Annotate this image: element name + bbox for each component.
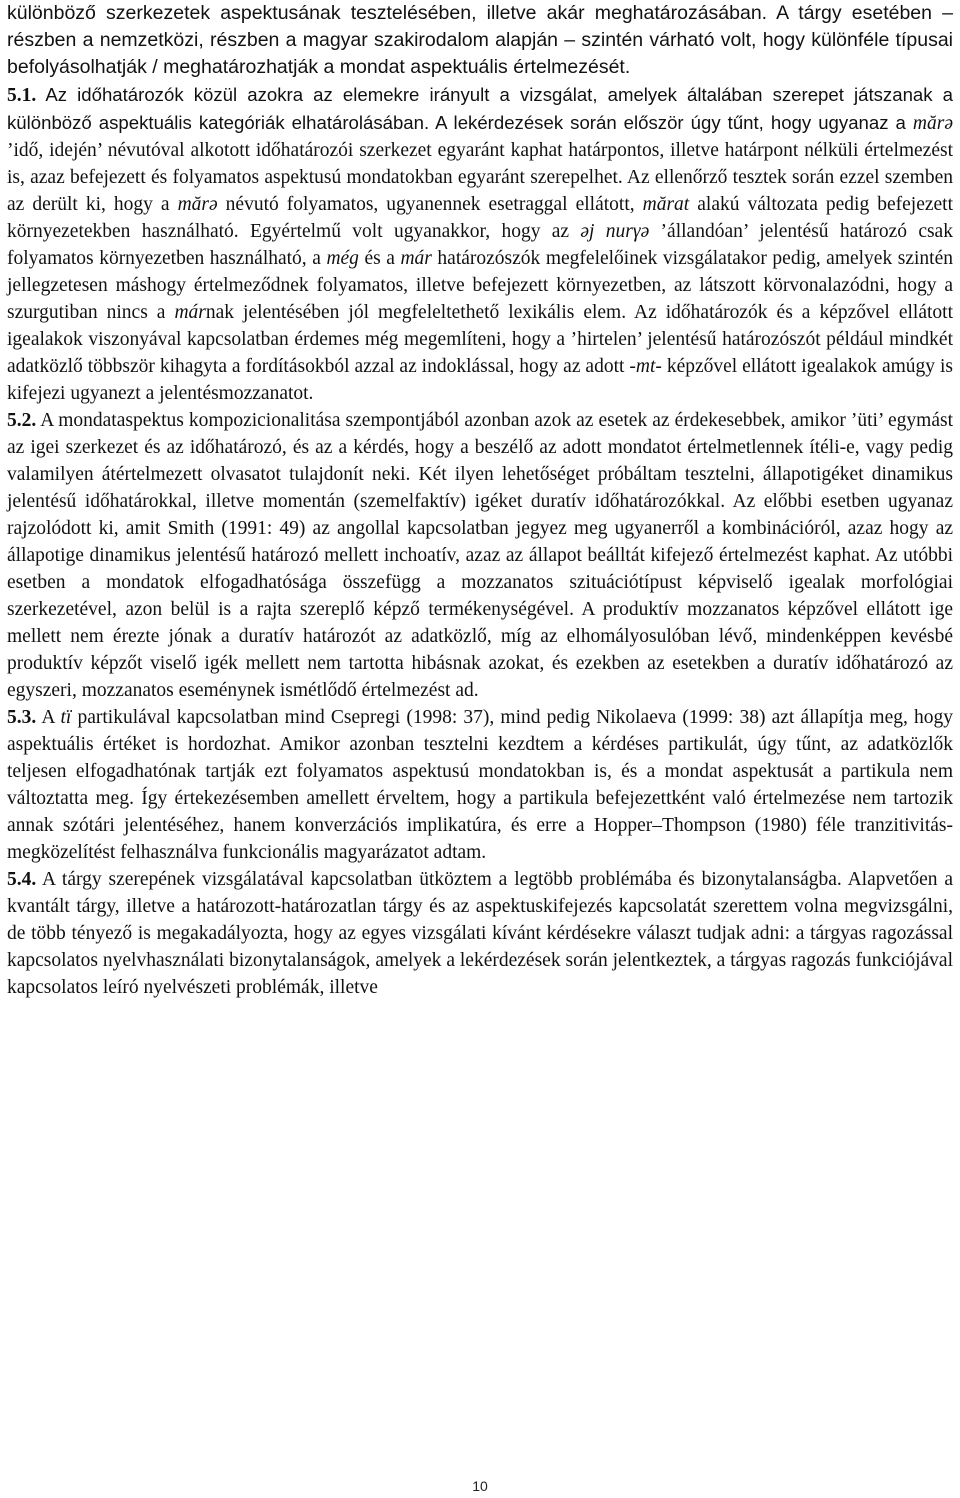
term-italic: már [400, 248, 432, 269]
term-italic: -mt- [629, 356, 662, 377]
document-page [7, 0, 953, 1001]
section-5-1 [7, 81, 953, 407]
term-italic: mărat [642, 194, 690, 215]
section-number: 5.2. [7, 410, 37, 431]
section-5-4 [7, 866, 953, 1001]
term-italic: mărə [177, 194, 218, 215]
section-text: A mondataspektus kompozicionalitása szempontjából azonban azok az esetek az érdekesebbek, amikor ’üti’ egymást az igei szerkezet és az időhatározó, és az a kérdés, hogy a beszélő az adott mondatot értelmetlennek ítéli-e, vagy pedig valamilyen átértelmezett olvasatot tulajdonít neki. Két ilyen lehetőséget próbáltam tesztelni, állapotigéket dinamikus jelentésű időhatárokkal, illetve momentán (szemelfaktív) igéket duratív időhatározókkal. Az előbbi esetben ugyanaz rajzolódott ki, amit Smith (1991: 49) az angollal kapcsolatban jegyez meg ugyanerről a kombinációról, azaz hogy az állapotige dinamikus jelentésű határozó mellett inchoatív, azaz az állapot beálltát kifejező értelmezést kaphat. Az utóbbi esetben a mondatok elfogadhatósága összefügg a mozzanatos szituációtípust képviselő igealak morfológiai szerkezetével, azon belül is a rajta szereplő képző termékenységével. A produktív mozzanatos képzővel ellátott ige mellett nem érezte jónak a duratív határozót az adatközlő, míg az elhomályosulóban lévő, mindenképpen kevésbé produktív képzőt viselő igék mellett nem tartotta hibásnak azokat, és ezekben az esetekben a duratív időhatározó az egyszeri, mozzanatos eseménynek ismétlődő értelmezést ad. [7, 410, 953, 701]
page-number: 10 [472, 1478, 488, 1494]
section-text: ’idő, idején’ névutóval alkotott időhatározói szerkezet egyaránt kaphat határpontos, illetve határpont nélküli értelmezést is, azaz befejezett és folyamatos aspektusú mondatokban egyaránt szerepelhet. Az ellenőrző tesztek során ezzel szemben az derült ki, hogy a [7, 140, 953, 215]
section-number: 5.4. [7, 869, 37, 890]
term-italic: əj nurγə [580, 221, 650, 242]
section-text: ’állandóan’ jelentésű határozó csak folyamatos környezetben használható, a [7, 221, 953, 269]
paragraph-intro [7, 0, 953, 81]
section-text: A lekérdezések során először úgy tűnt, hogy ugyanaz a [429, 112, 913, 133]
section-text: Az időhatározók közül azokra az elemekre irányult a vizsgálat, amelyek általában szerepet játszanak a különböző aspektuális kategóriák elhatárolásában. [7, 84, 953, 133]
section-number: 5.1. [7, 85, 37, 106]
section-text: képzővel ellátott igealakok amúgy is kifejezi ugyanezt a jelentésmozzanatot. [7, 356, 953, 404]
intro-text: különböző szerkezetek aspektusának tesztelésében, illetve akár meghatározásában. A tárgy esetében – részben a nemzetközi, részben a magyar szakirodalom alapján – szintén várható volt, hogy különféle típusai befolyásolhatják / meghatározhatják a mondat aspektuális értelmezését. [7, 2, 953, 78]
section-text: A [36, 707, 61, 728]
section-text: és a [358, 248, 401, 269]
section-text: nak jelentésében jól megfeleltethető lexikális elem. Az időhatározók és a képzővel ellátott igealakok viszonyával kapcsolatban érdemes még megemlíteni, hogy a ’hirtelen’ jelentésű határozószót például mindkét adatközlő többször kihagyta a fordításokból azzal az indoklással, hogy az adott [7, 302, 953, 377]
term-italic: még [326, 248, 359, 269]
term-italic: már [174, 302, 206, 323]
section-text: névutó folyamatos, ugyanennek esetraggal ellátott, [217, 194, 643, 215]
term-italic: tï [60, 707, 72, 728]
section-text: A tárgy szerepének vizsgálatával kapcsolatban ütköztem a legtöbb problémába és bizonytalanságba. Alapvetően a kvantált tárgy, illetve a határozott-határozatlan tárgy és az aspektuskifejezés kapcsolatát szerettem volna megvizsgálni, de több tényező is megakadályozta, hogy az egyes vizsgálati kívánt kérdésekre választ tudjak adni: a tárgyas ragozással kapcsolatos nyelvhasználati bizonytalanságok, amelyek a lekérdezések során jelentkeztek, a tárgyas ragozás funkciójával kapcsolatos leíró nyelvészeti problémák, illetve [7, 869, 953, 998]
section-text: alakú változata pedig befejezett környezetekben használható. Egyértelmű volt ugyanakkor, hogy az [7, 194, 953, 242]
section-5-3 [7, 704, 953, 866]
section-number: 5.3. [7, 707, 37, 728]
term-italic: mărə [912, 113, 953, 134]
section-5-2 [7, 407, 953, 704]
section-text: partikulával kapcsolatban mind Csepregi (1998: 37), mind pedig Nikolaeva (1999: 38) azt állapítja meg, hogy aspektuális értéket is hordozhat. Amikor azonban tesztelni kezdtem a kérdéses partikulát, úgy tűnt, az adatközlők teljesen elfogadhatónak tartják ezt folyamatos aspektusú mondatokban is, és a mondat aspektusát a partikula nem változtatta meg. Így értekezésemben amellett érveltem, hogy a partikula befejezettként való értelmezése nem tartozik annak szótári jelentéséhez, hanem konverzációs implikatúra, és erre a Hopper–Thompson (1980) féle tranzitivitás-megközelítést felhasználva funkcionális magyarázatot adtam. [7, 707, 953, 863]
section-text: határozószók megfelelőinek vizsgálatakor pedig, amelyek szintén jellegzetesen máshogy értelmeződnek folyamatos, illetve befejezett környezetben, az látszott körvonalazódni, hogy a szurgutiban nincs a [7, 248, 953, 323]
